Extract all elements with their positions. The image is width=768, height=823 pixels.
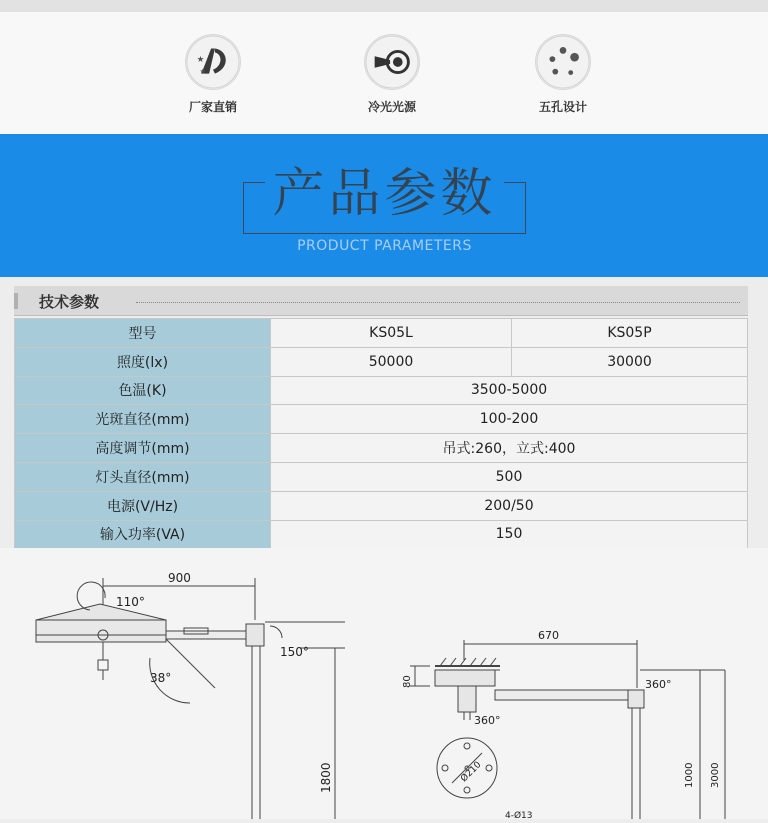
cold-light-icon — [364, 34, 420, 90]
table-row — [15, 491, 748, 520]
feature-label: 厂家直销 — [188, 100, 237, 114]
angle-label: 150° — [280, 645, 309, 659]
dim-thickness: 80 — [402, 675, 413, 688]
header-marker — [14, 293, 18, 309]
dotted-rule — [136, 302, 740, 303]
dim-hole-circle: Ø210 — [459, 760, 484, 785]
feature-label: 五孔设计 — [538, 100, 587, 114]
row-key: 照度(lx) — [15, 347, 271, 376]
angle-label: 360° — [645, 678, 672, 691]
table-row — [15, 462, 748, 491]
factory-direct-icon — [185, 34, 241, 90]
drawing-svg — [0, 548, 768, 819]
top-strip — [0, 0, 768, 12]
feature-cold-light — [337, 34, 447, 115]
angle-label: 360° — [474, 714, 501, 727]
angle-label: 38° — [150, 671, 172, 685]
row-key: 灯头直径(mm) — [15, 462, 271, 491]
tech-params-header — [14, 286, 748, 316]
params-banner — [0, 134, 768, 277]
row-value: 50000 — [271, 347, 512, 376]
dim-small-holes: 4-Ø13 — [505, 811, 533, 819]
angle-label: 110° — [116, 595, 145, 609]
feature-factory-direct — [158, 34, 268, 115]
table-row — [15, 347, 748, 376]
row-key: 型号 — [15, 319, 271, 348]
svg-text:★: ★ — [199, 67, 206, 76]
feature-label: 冷光光源 — [367, 100, 416, 114]
row-key: 光斑直径(mm) — [15, 405, 271, 434]
row-key: 输入功率(VA) — [15, 520, 271, 549]
row-value: 吊式:260，立式:400 — [271, 434, 748, 463]
dim-height-1000: 1000 — [684, 762, 695, 788]
five-holes-icon — [535, 34, 591, 90]
row-value: 150 — [271, 520, 748, 549]
row-key: 色温(K) — [15, 376, 271, 405]
dim-width-left: 900 — [168, 571, 191, 585]
dim-height-3000: 3000 — [710, 762, 721, 788]
row-value: 500 — [271, 462, 748, 491]
row-value: KS05L — [271, 319, 512, 348]
table-row — [15, 434, 748, 463]
row-value: 200/50 — [271, 491, 748, 520]
row-value: 100-200 — [271, 405, 748, 434]
svg-text:★: ★ — [196, 55, 205, 65]
technical-drawing — [0, 548, 768, 819]
feature-bar — [0, 12, 768, 134]
row-value: KS05P — [512, 319, 748, 348]
spec-table — [14, 318, 748, 549]
row-value: 3500-5000 — [271, 376, 748, 405]
dim-height-left: 1800 — [319, 762, 333, 793]
tech-params-title: 技术参数 — [39, 291, 103, 312]
feature-five-holes — [508, 34, 618, 115]
banner-title-cn: 产品参数 — [272, 164, 497, 224]
table-row — [15, 319, 748, 348]
row-key: 电源(V/Hz) — [15, 491, 271, 520]
table-row — [15, 405, 748, 434]
banner-title-en: PRODUCT PARAMETERS — [297, 238, 472, 254]
dim-width-right: 670 — [538, 629, 559, 642]
table-row — [15, 376, 748, 405]
row-key: 高度调节(mm) — [15, 434, 271, 463]
table-row — [15, 520, 748, 549]
row-value: 30000 — [512, 347, 748, 376]
